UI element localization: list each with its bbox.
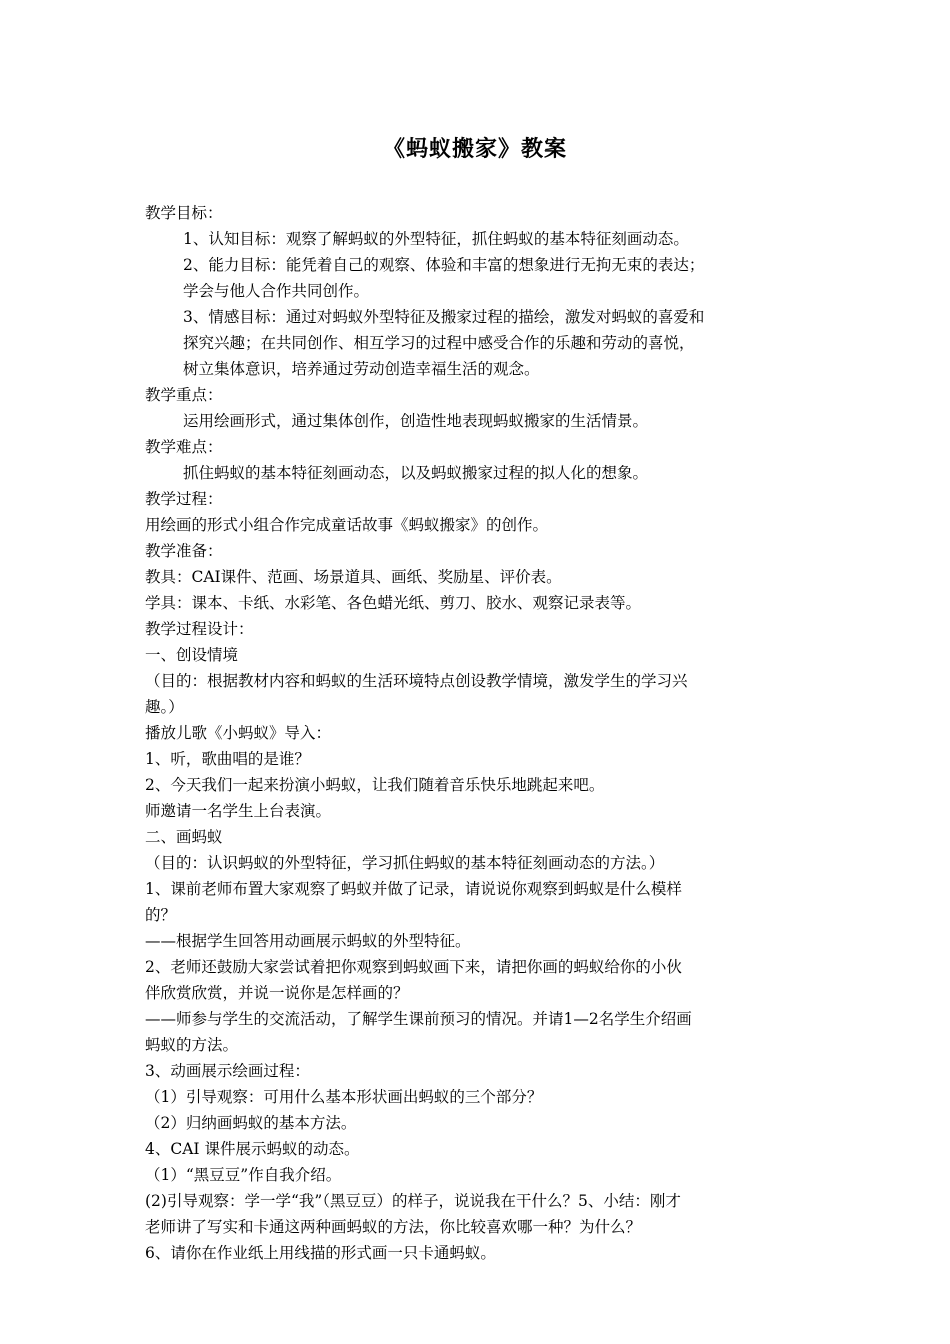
text-line: 4、CAI 课件展示蚂蚁的动态。 [145, 1140, 360, 1158]
text-line: 2、老师还鼓励大家尝试着把你观察到蚂蚁画下来，请把你画的蚂蚁给你的小伙 [145, 958, 682, 976]
text-line: 1、课前老师布置大家观察了蚂蚁并做了记录，请说说你观察到蚂蚁是什么模样 [145, 880, 682, 898]
text-line: 教具：CAI课件、范画、场景道具、画纸、奖励星、评价表。 [145, 568, 562, 586]
text-line: 用绘画的形式小组合作完成童话故事《蚂蚁搬家》的创作。 [145, 516, 549, 534]
text-line: 2、今天我们一起来扮演小蚂蚁，让我们随着音乐快乐地跳起来吧。 [145, 776, 605, 794]
text-line: （2）归纳画蚂蚁的基本方法。 [145, 1114, 357, 1132]
text-line: 的？ [145, 906, 177, 924]
text-line: 1、认知目标：观察了解蚂蚁的外型特征，抓住蚂蚁的基本特征刻画动态。 [183, 230, 689, 248]
text-line: 师邀请一名学生上台表演。 [145, 802, 332, 820]
text-line: 1、听，歌曲唱的是谁？ [145, 750, 310, 768]
text-line: （目的：根据教材内容和蚂蚁的生活环境特点创设教学情境，激发学生的学习兴 [145, 672, 688, 690]
document-body [145, 200, 815, 1266]
text-line: 播放儿歌《小蚂蚁》导入： [145, 724, 332, 742]
text-line: （1）引导观察：可用什么基本形状画出蚂蚁的三个部分？ [145, 1088, 543, 1106]
text-line: 教学过程设计： [145, 620, 254, 638]
text-line: 运用绘画形式，通过集体创作，创造性地表现蚂蚁搬家的生活情景。 [183, 412, 649, 430]
text-line: 老师讲了写实和卡通这两种画蚂蚁的方法，你比较喜欢哪一种？为什么？ [145, 1218, 642, 1236]
text-line: 教学过程： [145, 490, 223, 508]
text-line: 一、创设情境 [145, 646, 239, 664]
text-line: 2、能力目标：能凭着自己的观察、体验和丰富的想象进行无拘无束的表达； [183, 256, 705, 274]
text-line: （目的：认识蚂蚁的外型特征，学习抓住蚂蚁的基本特征刻画动态的方法。） [145, 854, 665, 872]
text-line: 蚂蚁的方法。 [145, 1036, 239, 1054]
text-line: 伴欣赏欣赏，并说一说你是怎样画的？ [145, 984, 409, 1002]
text-line: 3、情感目标：通过对蚂蚁外型特征及搬家过程的描绘，激发对蚂蚁的喜爱和 [183, 308, 705, 326]
text-line: 趣。） [145, 698, 184, 716]
text-line: 教学目标： [145, 204, 223, 222]
text-line: 教学难点： [145, 438, 223, 456]
text-line: 6、请你在作业纸上用线描的形式画一只卡通蚂蚁。 [145, 1244, 496, 1262]
text-line: ——根据学生回答用动画展示蚂蚁的外型特征。 [145, 932, 471, 950]
text-line: 3、动画展示绘画过程： [145, 1062, 310, 1080]
text-line: 二、画蚂蚁 [145, 828, 223, 846]
text-line: 抓住蚂蚁的基本特征刻画动态，以及蚂蚁搬家过程的拟人化的想象。 [183, 464, 649, 482]
text-line: 教学重点： [145, 386, 223, 404]
text-line: ——师参与学生的交流活动，了解学生课前预习的情况。并请1—2名学生介绍画 [145, 1010, 692, 1028]
text-line: 教学准备： [145, 542, 223, 560]
text-line: 学具：课本、卡纸、水彩笔、各色蜡光纸、剪刀、胶水、观察记录表等。 [145, 594, 642, 612]
text-line: (2)引导观察：学一学“我”（黑豆豆）的样子，说说我在干什么？5、小结：刚才 [145, 1192, 681, 1210]
text-line: 探究兴趣；在共同创作、相互学习的过程中感受合作的乐趣和劳动的喜悦， [183, 334, 695, 352]
text-line: （1）“黑豆豆”作自我介绍。 [145, 1166, 342, 1184]
document-title: 《蚂蚁搬家》教案 [382, 136, 567, 162]
text-line: 学会与他人合作共同创作。 [183, 282, 370, 300]
text-line: 树立集体意识，培养通过劳动创造幸福生活的观念。 [183, 360, 540, 378]
